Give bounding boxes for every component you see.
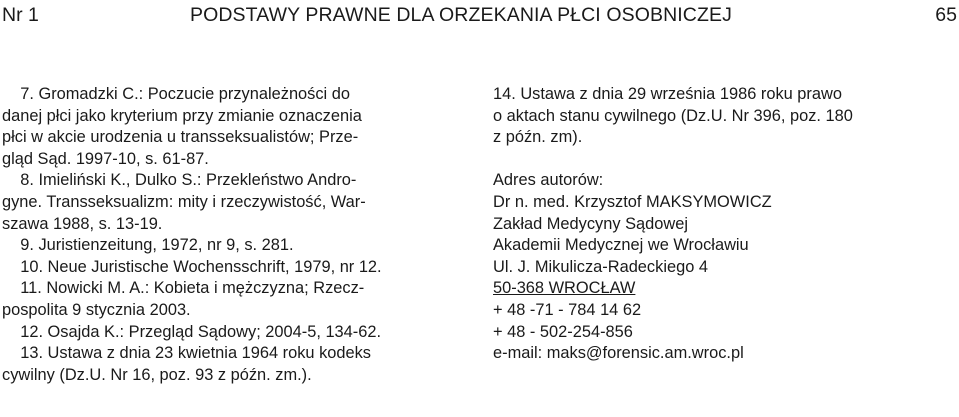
reference-line: 14. Ustawa z dnia 29 września 1986 roku prawo: [493, 85, 842, 103]
address-label: Adres autorów:: [493, 171, 604, 190]
institution-name: Akademii Medycznej we Wrocławiu: [493, 236, 749, 255]
running-title: PODSTAWY PRAWNE DLA ORZEKANIA PŁCI OSOBNICZEJ: [190, 4, 732, 26]
reference-line: 12. Osajda K.: Przegląd Sądowy; 2004-5, 134-62.: [2, 322, 382, 341]
reference-line: gląd Sąd. 1997-10, s. 61-87.: [2, 149, 209, 168]
reference-line: szawa 1988, s. 13-19.: [2, 214, 163, 233]
reference-line: gyne. Transseksualizm: mity i rzeczywistość, War-: [2, 192, 366, 211]
author-name: Dr n. med. Krzysztof MAKSYMOWICZ: [493, 192, 772, 211]
reference-line: 8. Imieliński K., Dulko S.: Przekleństwo Andro-: [2, 171, 357, 190]
right-column: [493, 84, 959, 365]
phone-number: + 48 -71 - 784 14 62: [493, 300, 642, 319]
reference-line: 7. Gromadzki C.: Poczucie przynależności do: [2, 85, 350, 103]
reference-line: z późn. zm).: [493, 128, 583, 147]
page-header: [0, 0, 959, 34]
street-address: Ul. J. Mikulicza-Radeckiego 4: [493, 257, 708, 276]
references-left-column: [2, 84, 472, 386]
page-number: 65: [935, 4, 957, 26]
reference-line: płci w akcie urodzenia u transseksualistów; Prze-: [2, 128, 359, 147]
spacer: [493, 149, 959, 171]
reference-line: o aktach stanu cywilnego (Dz.U. Nr 396, poz. 180: [493, 106, 853, 125]
reference-line: 10. Neue Juristische Wochensschrift, 1979, nr 12.: [2, 257, 382, 276]
fax-number: + 48 - 502-254-856: [493, 322, 633, 341]
department-name: Zakład Medycyny Sądowej: [493, 214, 688, 233]
reference-line: pospolita 9 stycznia 2003.: [2, 300, 191, 319]
reference-line: 9. Juristienzeitung, 1972, nr 9, s. 281.: [2, 236, 294, 255]
reference-line: cywilny (Dz.U. Nr 16, poz. 93 z późn. zm.).: [2, 365, 312, 384]
postal-code-city: 50-368 WROCŁAW: [493, 279, 636, 298]
email-address: e-mail: maks@forensic.am.wroc.pl: [493, 344, 744, 363]
reference-line: danej płci jako kryterium przy zmianie oznaczenia: [2, 106, 362, 125]
reference-line: 11. Nowicki M. A.: Kobieta i mężczyzna; Rzecz-: [2, 279, 365, 298]
issue-number: Nr 1: [2, 4, 39, 26]
reference-line: 13. Ustawa z dnia 23 kwietnia 1964 roku kodeks: [2, 344, 371, 363]
